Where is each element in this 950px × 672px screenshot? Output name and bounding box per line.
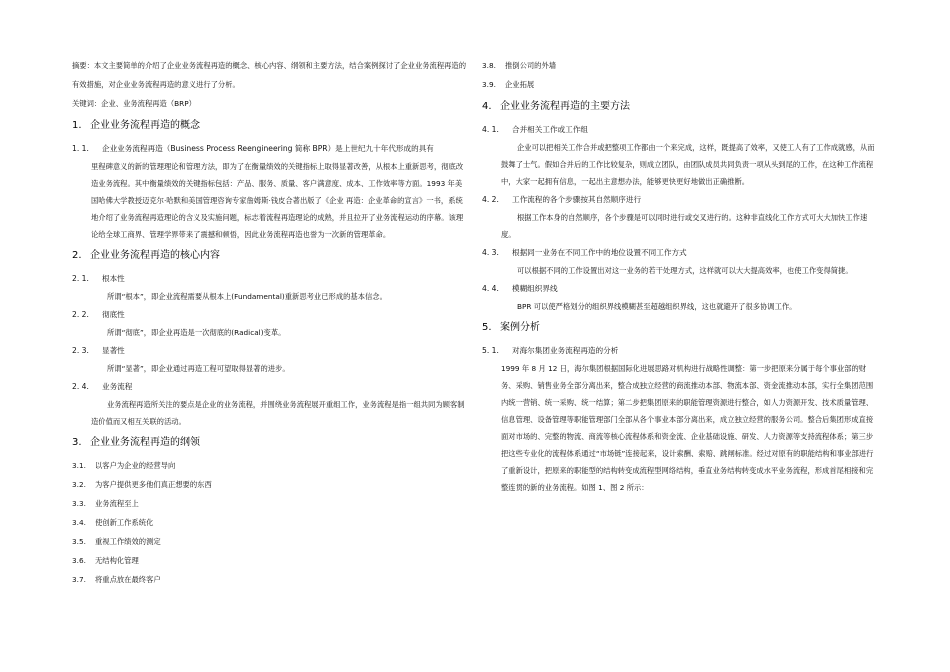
- section-3-1: [72, 456, 468, 475]
- section-2-3-title: 显著性: [102, 346, 125, 355]
- section-3-7-text: 将重点放在最终客户: [95, 575, 161, 584]
- section-3-5: [72, 532, 468, 551]
- section-4-4-heading: [482, 279, 878, 298]
- section-5-1-number: 5. 1.: [482, 346, 499, 355]
- section-3-2-number: 3.2.: [72, 480, 86, 489]
- section-2-4-body: 业务流程再造所关注的要点是企业的业务流程，并围绕业务流程展开重组工作，业务流程是指一组共同为顾客制造价值而又相互关联的活动。: [91, 400, 465, 426]
- section-4-2-heading: [482, 190, 878, 209]
- section-1-number: 1.: [72, 120, 82, 131]
- section-3-7-number: 3.7.: [72, 575, 86, 584]
- section-2-4-title: 业务流程: [102, 382, 133, 391]
- section-3-2: [72, 475, 468, 494]
- section-3-5-text: 重视工作绩效的测定: [95, 537, 161, 546]
- section-4-3-number: 4. 3.: [482, 248, 499, 257]
- section-3-1-text: 以客户为企业的经营导向: [95, 461, 176, 470]
- section-2-number: 2.: [72, 250, 82, 261]
- abstract: 摘要：本文主要简单的介绍了企业业务流程再造的概念、核心内容、纲领和主要方法，结合案例探讨了企业业务流程再造的有效措施，对企业业务流程再造的意义进行了分析。: [72, 61, 467, 89]
- section-3-heading: [72, 436, 468, 450]
- section-1-1-number: 1. 1.: [72, 144, 89, 153]
- section-5-heading: [482, 321, 878, 335]
- section-4-3-body: 可以根据不同的工作设置出对这一业务的若干处理方式，这样就可以大大提高效率，也使工作变得简捷。: [517, 266, 853, 275]
- section-4-3-title: 根据同一业务在不同工作中的地位设置不同工作方式: [512, 248, 687, 257]
- section-3-title: 企业业务流程再造的纲领: [90, 437, 200, 448]
- section-3-5-number: 3.5.: [72, 537, 86, 546]
- section-4-2-body: 根据工作本身的自然顺序，各个步骤是可以同时进行或交叉进行的。这种非直线化工作方式可大大加快工作速度。: [501, 213, 868, 239]
- section-2-2-title: 彻底性: [102, 310, 125, 319]
- section-3-9: [482, 75, 878, 94]
- section-2-2-body: 所谓“彻底”，即企业再造是一次彻底的(Radical)变革。: [107, 328, 286, 337]
- section-5-title: 案例分析: [500, 322, 540, 333]
- section-4-4-title: 模糊组织界线: [512, 284, 558, 293]
- section-2-1-body: 所谓“根本”，即企业流程需要从根本上(Fundamental)重新思考业已形成的基本信念。: [107, 292, 387, 301]
- section-3-6: [72, 551, 468, 570]
- section-2-3-number: 2. 3.: [72, 346, 89, 355]
- section-3-4-text: 使创新工作系统化: [95, 518, 154, 527]
- section-3-3-number: 3.3.: [72, 499, 86, 508]
- section-4-title: 企业业务流程再造的主要方法: [500, 101, 630, 112]
- section-1-heading: [72, 119, 468, 133]
- section-2-4-number: 2. 4.: [72, 382, 89, 391]
- section-2-heading: [72, 249, 468, 263]
- section-2-3-heading: [72, 341, 468, 360]
- section-4-number: 4.: [482, 101, 492, 112]
- section-3-9-text: 企业拓展: [505, 80, 535, 89]
- section-2-1-title: 根本性: [102, 274, 125, 283]
- section-4-1-body: 企业可以把相关工作合并或把整项工作都由一个来完成，这样，既提高了效率，又使工人有了工作成就感，从而鼓舞了士气。假如合并后的工作比较复杂，则成立团队，由团队成员共同负责一项从头到尾的工作，在这种工作流程中，大家一起拥有信息，一起出主意想办法，能够更快更好地做出正确推断。: [501, 143, 875, 186]
- section-5-1-body: 1999 年 8 月 12 日，海尔集团根据国际化进展思路对机构进行战略性调整：第一步把原来分属于每个事业部的财务、采购、销售业务全部分离出来，整合成独立经营的商流推动本部、物流本部、资金流推动本部，实行全集团范围内统一营销、统一采购、统一结算；第二步把集团原来的职能管理资源进行整合，如人力资源开发、技术质量管理、信息管理、设备管理等职能管理部门全部从各个事业本部分离出来，成立独立经营的服务公司。整合后集团形成直接面对市场的、完整的物流、商流等核心流程体系和资金流、企业基础设施、研发、人力资源等支持流程体系；第三步把这些专业化的流程体系通过“市场链”连接起来，设计索酬、索赔、跳闸标准。经过对原有的职能结构和事业部进行了重新设计，把原来的职能型的结构转变成流程型网络结构，垂直业务结构转变成水平业务流程，形成首尾相接和完整连贯的新的业务流程。如图 1、图 2 所示：: [501, 364, 874, 492]
- section-5-1-heading: [482, 341, 878, 360]
- section-3-6-text: 无结构化管理: [95, 556, 139, 565]
- section-3-3-text: 业务流程至上: [95, 499, 139, 508]
- section-2-1-number: 2. 1.: [72, 274, 89, 283]
- section-1-1: [72, 139, 468, 158]
- section-3-4: [72, 513, 468, 532]
- section-4-4-body: BPR 可以使严格划分的组织界线模糊甚至超越组织界线，这也就避开了很多协调工作。: [517, 302, 797, 311]
- section-5-number: 5.: [482, 322, 492, 333]
- section-3-1-number: 3.1.: [72, 461, 86, 470]
- left-column: [72, 56, 468, 589]
- keywords: 关键词：企业、业务流程再造（BRP）: [72, 99, 196, 108]
- section-3-8: [482, 56, 878, 75]
- section-3-7: [72, 570, 468, 589]
- section-4-2-number: 4. 2.: [482, 195, 499, 204]
- section-4-1-heading: [482, 120, 878, 139]
- section-1-title: 企业业务流程再造的概念: [90, 120, 200, 131]
- section-2-2-number: 2. 2.: [72, 310, 89, 319]
- section-3-3: [72, 494, 468, 513]
- section-2-3-body: 所谓“显著”，即企业通过再造工程可望取得显著的进步。: [107, 364, 290, 373]
- section-3-9-number: 3.9.: [482, 80, 496, 89]
- section-4-1-number: 4. 1.: [482, 125, 499, 134]
- section-3-6-number: 3.6.: [72, 556, 86, 565]
- section-3-4-number: 3.4.: [72, 518, 86, 527]
- section-4-3-heading: [482, 243, 878, 262]
- section-3-8-text: 推倒公司的外墙: [505, 61, 557, 70]
- section-2-1-heading: [72, 269, 468, 288]
- section-3-number: 3.: [72, 437, 82, 448]
- section-3-8-number: 3.8.: [482, 61, 496, 70]
- section-4-2-title: 工作流程的各个步骤按其自然顺序进行: [512, 195, 642, 204]
- section-2-2-heading: [72, 305, 468, 324]
- section-2-4-heading: [72, 377, 468, 396]
- section-1-1-lead: 企业业务流程再造（Business Process Reengineering 简称 BPR）是上世纪九十年代形成的具有: [102, 144, 434, 153]
- section-4-heading: [482, 100, 878, 114]
- section-4-4-number: 4. 4.: [482, 284, 499, 293]
- section-3-2-text: 为客户提供更多他们真正想要的东西: [95, 480, 212, 489]
- right-column: [482, 56, 878, 496]
- section-1-1-body: 里程碑意义的新的管理理论和管理方法，即为了在衡量绩效的关键指标上取得显著改善，从根本上重新思考，彻底改造业务流程。其中衡量绩效的关键指标包括：产品、服务、质量、客户满意度、成本、工作效率等方面。1993 年美国哈佛大学教授迈克尔·哈默和美国管理咨询专家詹姆斯·钱皮合著出版了《企业 再造：企业革命的宣言》一书，系统地介绍了业务流程再造理论的含义及实施问题，标志着流程再造理论的成熟，并且拉开了业务流程运动的序幕。该理论给全球工商界、管理学界带来了震撼和顿悟，因此业务流程再造也誉为一次新的管理革命。: [91, 162, 464, 239]
- section-2-title: 企业业务流程再造的核心内容: [90, 250, 220, 261]
- section-4-1-title: 合并相关工作或工作组: [512, 125, 588, 134]
- section-5-1-title: 对海尔集团业务流程再造的分析: [512, 346, 619, 355]
